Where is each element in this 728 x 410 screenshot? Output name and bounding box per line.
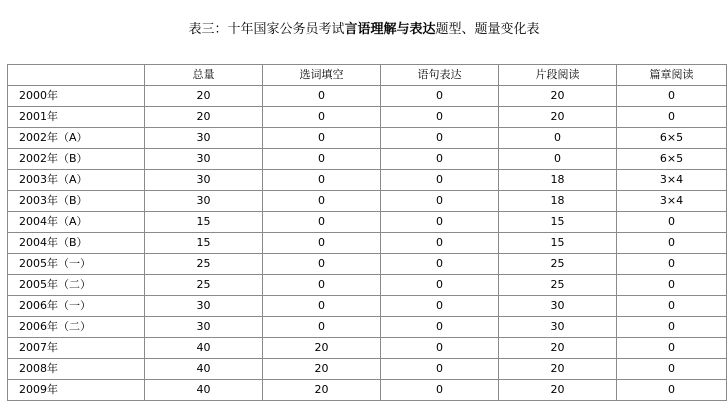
year-cell: 2004年（B） — [8, 233, 145, 254]
table-row — [8, 254, 727, 275]
article-reading-cell: 0 — [617, 317, 727, 338]
sentence-expression-cell: 0 — [381, 170, 499, 191]
total-cell: 30 — [145, 296, 263, 317]
fill-in-cell: 0 — [263, 149, 381, 170]
year-cell: 2009年 — [8, 380, 145, 401]
passage-reading-cell: 25 — [499, 254, 617, 275]
article-reading-cell: 0 — [617, 107, 727, 128]
fill-in-cell: 0 — [263, 107, 381, 128]
table-title-prefix: 表三：十年国家公务员考试 — [188, 22, 345, 37]
table-row — [8, 191, 727, 212]
year-cell: 2003年（A） — [8, 170, 145, 191]
article-reading-cell: 6×5 — [617, 128, 727, 149]
total-cell: 15 — [145, 233, 263, 254]
fill-in-cell: 0 — [263, 254, 381, 275]
passage-reading-cell: 20 — [499, 86, 617, 107]
passage-reading-cell: 20 — [499, 380, 617, 401]
total-cell: 30 — [145, 317, 263, 338]
table-row — [8, 86, 727, 107]
total-cell: 30 — [145, 149, 263, 170]
total-cell: 30 — [145, 128, 263, 149]
article-reading-cell: 0 — [617, 254, 727, 275]
header-row — [8, 65, 727, 86]
year-cell: 2005年（二） — [8, 275, 145, 296]
sentence-expression-cell: 0 — [381, 86, 499, 107]
table-row — [8, 317, 727, 338]
total-cell: 20 — [145, 86, 263, 107]
sentence-expression-cell: 0 — [381, 107, 499, 128]
total-cell: 40 — [145, 380, 263, 401]
table-row — [8, 233, 727, 254]
total-cell: 25 — [145, 254, 263, 275]
question-type-table — [7, 64, 727, 401]
total-cell: 30 — [145, 170, 263, 191]
table-row — [8, 170, 727, 191]
passage-reading-cell: 20 — [499, 359, 617, 380]
table-row — [8, 128, 727, 149]
year-cell: 2006年（二） — [8, 317, 145, 338]
passage-reading-cell: 30 — [499, 296, 617, 317]
table-row — [8, 149, 727, 170]
article-reading-cell: 0 — [617, 233, 727, 254]
total-cell: 20 — [145, 107, 263, 128]
fill-in-cell: 0 — [263, 128, 381, 149]
header-passage-reading: 片段阅读 — [499, 65, 617, 86]
sentence-expression-cell: 0 — [381, 359, 499, 380]
total-cell: 40 — [145, 359, 263, 380]
fill-in-cell: 0 — [263, 233, 381, 254]
total-cell: 15 — [145, 212, 263, 233]
article-reading-cell: 0 — [617, 212, 727, 233]
passage-reading-cell: 18 — [499, 191, 617, 212]
year-cell: 2000年 — [8, 86, 145, 107]
table-title — [0, 22, 728, 38]
fill-in-cell: 0 — [263, 191, 381, 212]
header-total: 总量 — [145, 65, 263, 86]
header-fill-in: 选词填空 — [263, 65, 381, 86]
table-row — [8, 359, 727, 380]
article-reading-cell: 3×4 — [617, 170, 727, 191]
fill-in-cell: 0 — [263, 296, 381, 317]
header-sentence-expression: 语句表达 — [381, 65, 499, 86]
passage-reading-cell: 0 — [499, 128, 617, 149]
table-row — [8, 107, 727, 128]
table-row — [8, 212, 727, 233]
sentence-expression-cell: 0 — [381, 191, 499, 212]
header-article-reading: 篇章阅读 — [617, 65, 727, 86]
table-row — [8, 380, 727, 401]
passage-reading-cell: 15 — [499, 212, 617, 233]
year-cell: 2006年（一） — [8, 296, 145, 317]
year-cell: 2003年（B） — [8, 191, 145, 212]
article-reading-cell: 3×4 — [617, 191, 727, 212]
table-row — [8, 275, 727, 296]
total-cell: 25 — [145, 275, 263, 296]
total-cell: 40 — [145, 338, 263, 359]
table-header — [8, 65, 727, 86]
year-cell: 2002年（A） — [8, 128, 145, 149]
fill-in-cell: 0 — [263, 212, 381, 233]
fill-in-cell: 0 — [263, 170, 381, 191]
article-reading-cell: 6×5 — [617, 149, 727, 170]
year-cell: 2007年 — [8, 338, 145, 359]
sentence-expression-cell: 0 — [381, 212, 499, 233]
passage-reading-cell: 0 — [499, 149, 617, 170]
passage-reading-cell: 25 — [499, 275, 617, 296]
sentence-expression-cell: 0 — [381, 128, 499, 149]
year-cell: 2004年（A） — [8, 212, 145, 233]
passage-reading-cell: 30 — [499, 317, 617, 338]
table-row — [8, 338, 727, 359]
fill-in-cell: 20 — [263, 380, 381, 401]
passage-reading-cell: 18 — [499, 170, 617, 191]
total-cell: 30 — [145, 191, 263, 212]
sentence-expression-cell: 0 — [381, 380, 499, 401]
fill-in-cell: 0 — [263, 275, 381, 296]
sentence-expression-cell: 0 — [381, 275, 499, 296]
year-cell: 2005年（一） — [8, 254, 145, 275]
fill-in-cell: 20 — [263, 359, 381, 380]
year-cell: 2008年 — [8, 359, 145, 380]
passage-reading-cell: 20 — [499, 107, 617, 128]
table-title-suffix: 题型、题量变化表 — [435, 22, 540, 37]
table-body — [8, 86, 727, 401]
sentence-expression-cell: 0 — [381, 338, 499, 359]
fill-in-cell: 0 — [263, 317, 381, 338]
sentence-expression-cell: 0 — [381, 233, 499, 254]
article-reading-cell: 0 — [617, 296, 727, 317]
fill-in-cell: 20 — [263, 338, 381, 359]
year-cell: 2001年 — [8, 107, 145, 128]
article-reading-cell: 0 — [617, 338, 727, 359]
table-row — [8, 296, 727, 317]
sentence-expression-cell: 0 — [381, 296, 499, 317]
article-reading-cell: 0 — [617, 380, 727, 401]
article-reading-cell: 0 — [617, 359, 727, 380]
sentence-expression-cell: 0 — [381, 317, 499, 338]
header-year — [8, 65, 145, 86]
table-title-emphasis: 言语理解与表达 — [344, 22, 436, 37]
passage-reading-cell: 20 — [499, 338, 617, 359]
passage-reading-cell: 15 — [499, 233, 617, 254]
year-cell: 2002年（B） — [8, 149, 145, 170]
article-reading-cell: 0 — [617, 86, 727, 107]
fill-in-cell: 0 — [263, 86, 381, 107]
sentence-expression-cell: 0 — [381, 149, 499, 170]
sentence-expression-cell: 0 — [381, 254, 499, 275]
article-reading-cell: 0 — [617, 275, 727, 296]
